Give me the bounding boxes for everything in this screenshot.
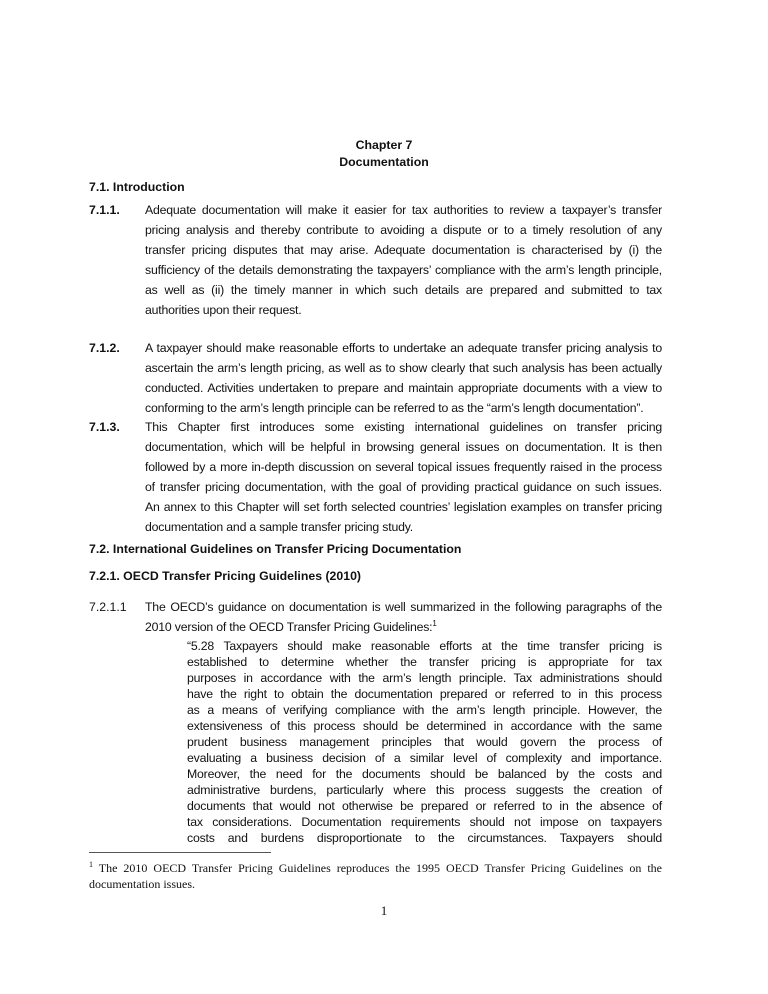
footnote-marker: 1 [89,860,93,869]
section-heading-7-1: 7.1. Introduction [89,180,185,194]
text-line: followed by a more in-depth discussion on several topical issues frequently raised in the process [145,460,662,474]
text-line: This Chapter first introduces some existing international guidelines on transfer pricing [145,420,662,434]
quote-line: established to determine whether the transfer pricing is appropriate for tax [187,655,662,669]
footnote-ref: 1 [432,618,437,628]
text-line: An annex to this Chapter will set forth selected countries’ legislation examples on transfer pricing [145,500,662,514]
paragraph-7-2-1-1 [145,597,662,637]
quote-line: costs and burdens disproportionate to the circumstances. Taxpayers should [187,831,662,845]
paragraph [145,200,662,320]
quote-line: evaluating a business decision of a similar level of complexity and importance. [187,751,662,765]
paragraph [145,417,662,537]
text-line: as well as (ii) the timely manner in which such details are prepared and submitted to tax [145,283,662,297]
chapter-title: Documentation [339,155,429,169]
quote-line: Moreover, the need for the documents should be balanced by the costs and [187,767,662,781]
quote-line: documents that would not otherwise be prepared or referred to in the absence of [187,799,662,813]
paragraph-number: 7.1.3. [89,420,120,434]
quote-line: administrative burdens, particularly where this process suggests the creation of [187,783,662,797]
text-line: pricing analysis and thereby contribute to avoiding a dispute or to a timely resolution of any [145,223,662,237]
page-number: 1 [380,903,388,918]
paragraph-number: 7.1.2. [89,341,120,355]
footnote-line [89,860,662,876]
text-line: conducted. Activities undertaken to prepare and maintain appropriate documents with a view to [145,381,662,395]
text-line: sufficiency of the details demonstrating the taxpayers’ compliance with the arm’s length principle, [145,263,662,277]
text-line: documentation and a sample transfer pricing study. [145,520,413,534]
quote-line: “5.28 Taxpayers should make reasonable efforts at the time transfer pricing is [187,639,662,653]
text-line: Adequate documentation will make it easier for tax authorities to review a taxpayer’s transfer [145,203,662,217]
text-line: documentation, which will be helpful in browsing general issues on documentation. It is then [145,440,662,454]
text-line: ascertain the arm’s length pricing, as well as to show clearly that such analysis has been actually [145,361,662,375]
chapter-number: Chapter 7 [355,138,413,152]
footnote [89,860,662,892]
text-line: authorities upon their request. [145,303,302,317]
quote-line: extensiveness of this process should be determined in accordance with the same [187,719,662,733]
text-line-text: 2010 version of the OECD Transfer Pricing Guidelines: [145,620,433,634]
text-line: of transfer pricing documentation, with the goal of providing practical guidance on such issues. [145,480,662,494]
section-heading-7-2: 7.2. International Guidelines on Transfer Pricing Documentation [89,542,462,556]
text-line: The OECD’s guidance on documentation is well summarized in the following paragraphs of the [145,600,662,614]
paragraph-number: 7.2.1.1 [89,600,127,614]
paragraph [145,338,662,418]
quote-line: have the right to obtain the documentation prepared or referred to in this process [187,687,662,701]
quote-line: as a means of verifying compliance with the arm’s length principle. However, the [187,703,662,717]
text-line: conforming to the arm’s length principle can be referred to as the “arm’s length documentation”. [145,401,644,415]
quote-line: tax considerations. Documentation requirements should not impose on taxpayers [187,815,662,829]
text-line: A taxpayer should make reasonable efforts to undertake an adequate transfer pricing analysis to [145,341,662,355]
text-line: transfer pricing disputes that may arise. Adequate documentation is characterised by (i) the [145,243,662,257]
quote-line: prudent business management principles that would govern the process of [187,735,662,749]
footnote-divider [89,852,271,853]
section-heading-7-2-1: 7.2.1. OECD Transfer Pricing Guidelines (2010) [89,569,361,583]
footnote-text: The 2010 OECD Transfer Pricing Guidelines reproduces the 1995 OECD Transfer Pricing Guidelines on the [98,861,662,875]
quote-line: purposes in accordance with the arm’s length principle. Tax administrations should [187,671,662,685]
footnote-line: documentation issues. [89,877,195,891]
text-line [145,617,662,637]
block-quote [187,638,662,846]
paragraph-number: 7.1.1. [89,203,120,217]
